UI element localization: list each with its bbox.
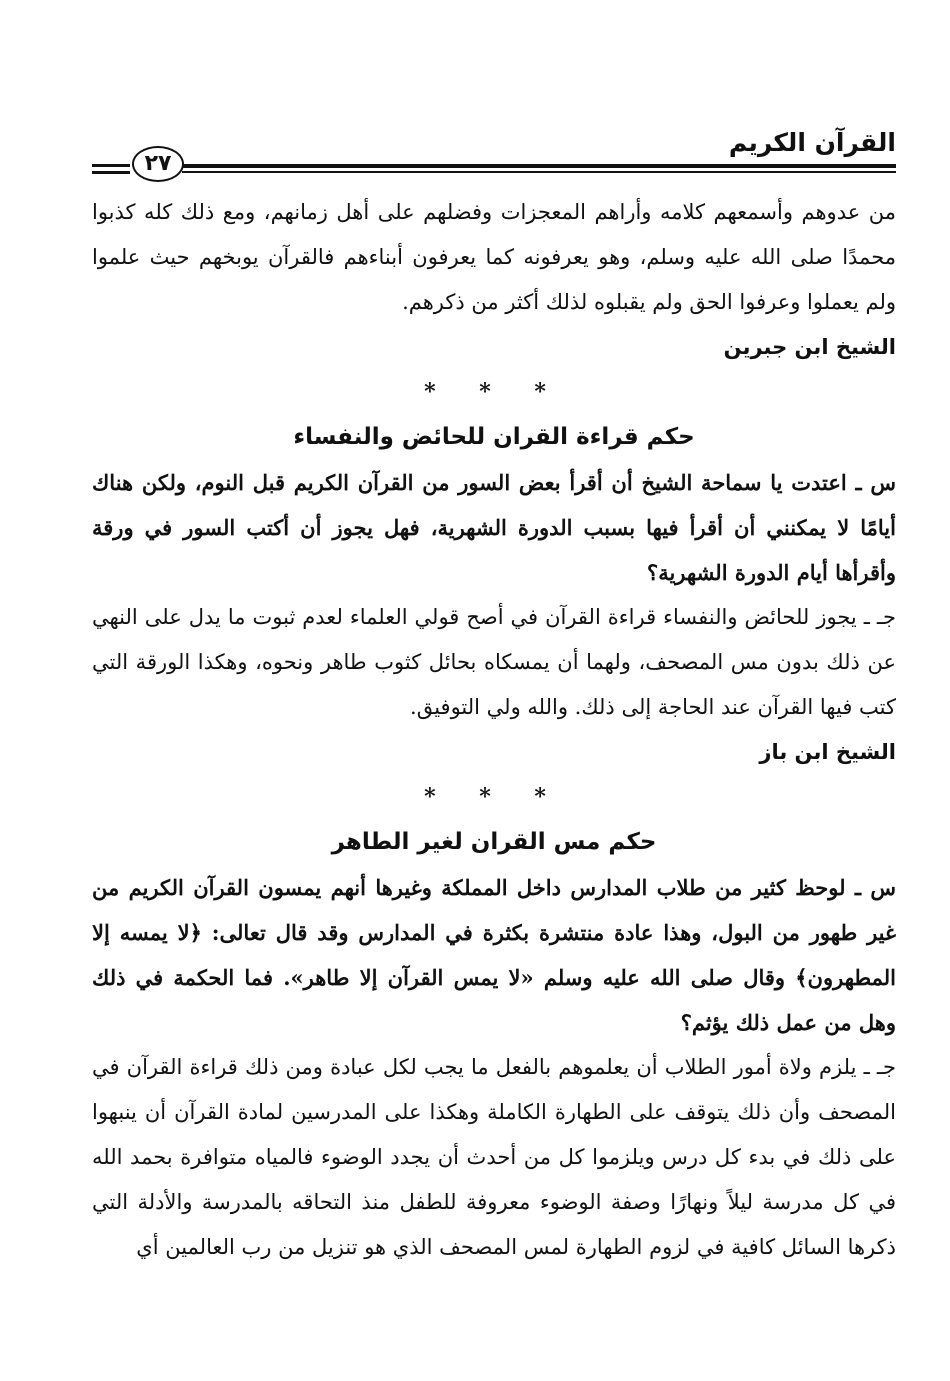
header-rule-thick — [182, 164, 896, 168]
page-content — [92, 190, 896, 1270]
page-number: ٢٧ — [132, 146, 184, 182]
question: س ـ اعتدت يا سماحة الشيخ أن أقرأ بعض السور من القرآن الكريم قبل النوم، ولكن هناك أيامًا لا يمكنني أن أقرأ فيها بسبب الدورة الشهرية، فهل يجوز أن أكتب السور في ورقة وأقرأها أيام الدورة الشهرية؟ — [92, 470, 896, 585]
signature: الشيخ ابن باز — [759, 740, 896, 764]
section-title: حكم مس القران لغير الطاهر — [331, 829, 657, 855]
answer: جـ ـ يجوز للحائض والنفساء قراءة القرآن في أصح قولي العلماء لعدم ثبوت ما يدل على النهي عن ذلك بدون مس المصحف، ولهما أن يمسكاه بحائل كثوب طاهر ونحوه، وهكذا الورقة التي كتب فيها القرآن عند الحاجة إلى ذلك. والله ولي التوفيق. — [92, 605, 896, 719]
header-dash-line — [92, 164, 130, 167]
answer: جـ ـ يلزم ولاة أمور الطلاب أن يعلموهم بالفعل ما يجب لكل عبادة ومن ذلك قراءة القرآن في المصحف وأن ذلك يتوقف على الطهارة الكاملة وهكذا على المدرسين لمادة القرآن أن ينبهوا على ذلك في بدء كل درس ويلزموا كل من أحدث أن يجدد الوضوء فالمياه متوافرة بحمد الله في كل مدرسة ليلاً ونهارًا وصفة الوضوء معروفة للطفل منذ التحاقه بالمدرسة والأدلة التي ذكرها السائل كافية في لزوم الطهارة لمس المصحف الذي هو تنزيل من رب العالمين أي — [92, 1055, 896, 1259]
header-title: القرآن الكريم — [728, 128, 896, 157]
question: س ـ لوحظ كثير من طلاب المدارس داخل المملكة وغيرها أنهم يمسون القرآن الكريم من غير طهور من البول، وهذا عادة منتشرة بكثرة في المدارس وقد قال تعالى: ﴿لا يمسه إلا المطهرون﴾ وقال صلى الله عليه وسلم «لا يمس القرآن إلا طاهر». فما الحكمة في ذلك وهل من عمل ذلك يؤثم؟ — [92, 875, 896, 1035]
stars-divider: * * * — [424, 379, 564, 405]
section-title: حكم قراءة القران للحائض والنفساء — [293, 424, 695, 450]
header-dash-line — [92, 171, 130, 174]
stars-divider: * * * — [424, 784, 564, 810]
header-dash — [92, 164, 130, 178]
paragraph: من عدوهم وأسمعهم كلامه وأراهم المعجزات وفضلهم على أهل زمانهم، ومع ذلك كله كذبوا محمدًا صلى الله عليه وسلم، وهو يعرفونه كما يعرفون أبناءهم فالقرآن يوبخهم حيث علموا ولم يعملوا وعرفوا الحق ولم يقبلوه لذلك أكثر من ذكرهم. — [92, 200, 896, 314]
signature: الشيخ ابن جبرين — [723, 335, 896, 359]
header-rules — [182, 164, 896, 173]
page-header — [92, 128, 896, 178]
header-rule-thin — [182, 171, 896, 173]
